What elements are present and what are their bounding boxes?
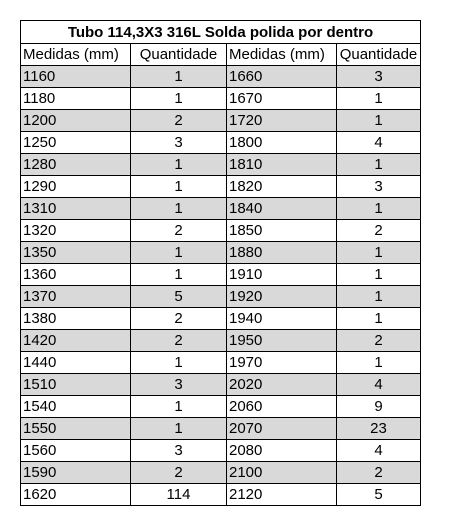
- cell-quantidade-right: 3: [337, 66, 421, 88]
- cell-medida-right: 1820: [227, 176, 337, 198]
- cell-quantidade-right: 1: [337, 308, 421, 330]
- cell-medida-right: 2120: [227, 484, 337, 506]
- cell-medida-right: 2060: [227, 396, 337, 418]
- cell-medida-left: 1200: [21, 110, 131, 132]
- cell-medida-right: 1950: [227, 330, 337, 352]
- cell-quantidade-right: 2: [337, 220, 421, 242]
- cell-quantidade-right: 3: [337, 176, 421, 198]
- cell-medida-left: 1540: [21, 396, 131, 418]
- table-row: [21, 330, 421, 352]
- cell-medida-left: 1440: [21, 352, 131, 374]
- cell-quantidade-left: 1: [131, 88, 227, 110]
- cell-medida-right: 2020: [227, 374, 337, 396]
- cell-quantidade-right: 1: [337, 88, 421, 110]
- cell-medida-left: 1350: [21, 242, 131, 264]
- cell-medida-left: 1510: [21, 374, 131, 396]
- cell-quantidade-left: 1: [131, 198, 227, 220]
- cell-medida-right: 1660: [227, 66, 337, 88]
- table-row: [21, 440, 421, 462]
- cell-quantidade-right: 23: [337, 418, 421, 440]
- cell-quantidade-left: 1: [131, 264, 227, 286]
- cell-medida-right: 1840: [227, 198, 337, 220]
- cell-medida-left: 1290: [21, 176, 131, 198]
- cell-medida-left: 1250: [21, 132, 131, 154]
- cell-medida-left: 1180: [21, 88, 131, 110]
- cell-medida-right: 2070: [227, 418, 337, 440]
- cell-quantidade-left: 2: [131, 220, 227, 242]
- cell-quantidade-right: 4: [337, 374, 421, 396]
- cell-medida-left: 1280: [21, 154, 131, 176]
- cell-medida-right: 1720: [227, 110, 337, 132]
- cell-medida-left: 1620: [21, 484, 131, 506]
- table-row: [21, 176, 421, 198]
- cell-quantidade-right: 1: [337, 352, 421, 374]
- cell-medida-left: 1310: [21, 198, 131, 220]
- cell-quantidade-right: 9: [337, 396, 421, 418]
- cell-quantidade-right: 1: [337, 242, 421, 264]
- cell-quantidade-left: 2: [131, 462, 227, 484]
- cell-quantidade-right: 5: [337, 484, 421, 506]
- table-row: [21, 374, 421, 396]
- cell-quantidade-right: 2: [337, 330, 421, 352]
- cell-quantidade-right: 1: [337, 286, 421, 308]
- cell-medida-right: 1850: [227, 220, 337, 242]
- table-row: [21, 132, 421, 154]
- measurements-table: [20, 20, 421, 506]
- cell-medida-right: 1880: [227, 242, 337, 264]
- cell-medida-left: 1360: [21, 264, 131, 286]
- cell-quantidade-right: 2: [337, 462, 421, 484]
- cell-medida-left: 1560: [21, 440, 131, 462]
- cell-medida-left: 1160: [21, 66, 131, 88]
- cell-quantidade-left: 3: [131, 374, 227, 396]
- cell-medida-left: 1550: [21, 418, 131, 440]
- cell-medida-left: 1420: [21, 330, 131, 352]
- table-row: [21, 66, 421, 88]
- table-row: [21, 308, 421, 330]
- header-quantidade-left: Quantidade: [131, 44, 227, 66]
- cell-quantidade-left: 114: [131, 484, 227, 506]
- table-row: [21, 484, 421, 506]
- header-row: [21, 44, 421, 66]
- cell-quantidade-left: 3: [131, 132, 227, 154]
- table-row: [21, 242, 421, 264]
- table-title: Tubo 114,3X3 316L Solda polida por dentro: [21, 21, 421, 44]
- cell-quantidade-left: 1: [131, 418, 227, 440]
- table-row: [21, 352, 421, 374]
- cell-quantidade-right: 1: [337, 154, 421, 176]
- cell-quantidade-left: 5: [131, 286, 227, 308]
- cell-medida-left: 1320: [21, 220, 131, 242]
- table-row: [21, 154, 421, 176]
- cell-quantidade-left: 2: [131, 110, 227, 132]
- cell-medida-left: 1380: [21, 308, 131, 330]
- cell-quantidade-right: 4: [337, 440, 421, 462]
- cell-medida-right: 2080: [227, 440, 337, 462]
- cell-quantidade-right: 4: [337, 132, 421, 154]
- cell-quantidade-left: 1: [131, 154, 227, 176]
- cell-medida-right: 2100: [227, 462, 337, 484]
- cell-medida-right: 1670: [227, 88, 337, 110]
- cell-medida-left: 1370: [21, 286, 131, 308]
- table-row: [21, 286, 421, 308]
- cell-quantidade-right: 1: [337, 110, 421, 132]
- cell-quantidade-left: 1: [131, 352, 227, 374]
- cell-medida-right: 1920: [227, 286, 337, 308]
- cell-medida-right: 1940: [227, 308, 337, 330]
- spreadsheet-area: [20, 20, 421, 506]
- cell-quantidade-left: 1: [131, 396, 227, 418]
- cell-quantidade-left: 1: [131, 66, 227, 88]
- header-quantidade-right: Quantidade: [337, 44, 421, 66]
- table-row: [21, 110, 421, 132]
- table-row: [21, 462, 421, 484]
- table-row: [21, 220, 421, 242]
- header-medidas-right: Medidas (mm): [227, 44, 337, 66]
- cell-medida-right: 1810: [227, 154, 337, 176]
- table-body: [21, 66, 421, 506]
- cell-quantidade-left: 1: [131, 176, 227, 198]
- cell-quantidade-left: 3: [131, 440, 227, 462]
- table-row: [21, 198, 421, 220]
- cell-medida-left: 1590: [21, 462, 131, 484]
- cell-quantidade-right: 1: [337, 264, 421, 286]
- table-row: [21, 418, 421, 440]
- cell-medida-right: 1800: [227, 132, 337, 154]
- table-row: [21, 88, 421, 110]
- table-row: [21, 396, 421, 418]
- header-medidas-left: Medidas (mm): [21, 44, 131, 66]
- cell-quantidade-right: 1: [337, 198, 421, 220]
- cell-quantidade-left: 1: [131, 242, 227, 264]
- cell-medida-right: 1970: [227, 352, 337, 374]
- cell-quantidade-left: 2: [131, 308, 227, 330]
- table-row: [21, 264, 421, 286]
- cell-medida-right: 1910: [227, 264, 337, 286]
- cell-quantidade-left: 2: [131, 330, 227, 352]
